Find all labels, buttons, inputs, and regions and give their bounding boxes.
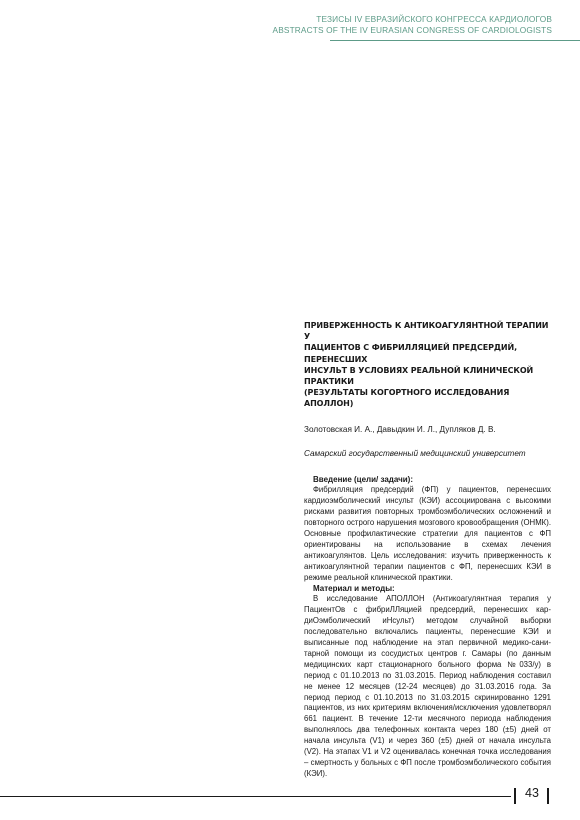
intro-paragraph: Фибрилляция предсердий (ФП) у пациентов, перенесших кардиоэмболический инсульт (КЭИ) ассоциирована с высокими рисками развития повторных тромбоэмболических осложнений и повторного острого нарушения мозгового кровообращения (ОНМК). Основные профилактические стратегии для пациентов с ФП ориентированы на использование в схемах лечения антикоагулянтов. Цель исследования: изучить приверженность к антикоагулянтной терапии пациентов с ФП, перенесших КЭИ в режиме реальной клинической практики. (304, 485, 551, 582)
intro-heading: Введение (цели/ задачи): (313, 474, 414, 484)
page-number: 43 (525, 786, 539, 800)
methods-paragraph: В исследование АПОЛЛОН (Антикоагулянтная терапия у ПациентОв с фибриЛЛяцией предсердий, перенесших кардиОэмболический иНсульт) методом случайной выборки последовательно включались пациенты, перенесшие КЭИ и выписанные под наблюдение на этап первичной медико-санитарной помощи из сосудистых центров г. Самары (по данным медицинских карт стационарного больного форма №033/у) в период с 01.10.2013 по 31.03.2015. Период наблюдения составил не менее 12 месяцев (12-24 месяцев) до 31.03.2016 года. За период период с 01.10.2013 по 31.03.2015 скринированно 1291 пациентов, из них критериям включения/исключения удовлетворял 661 пациент. В течение 12-ти месячного периода наблюдения выполнялось два телефонных контакта через 180 (±5) дней от начала инсульта (V1) и через 360 (±5) дней от начала инсульта (V2). На этапах V1 и V2 оценивалась конечная точка исследования – смертность у больных с ФП после тромбоэмболического события (КЭИ). (304, 594, 551, 778)
affiliation: Самарский государственный медицинский университет (304, 448, 526, 458)
title-line: ПАЦИЕНТОВ С ФИБРИЛЛЯЦИЕЙ ПРЕДСЕРДИЙ, ПЕРЕНЕСШИХ (304, 343, 518, 364)
footer-divider-right (547, 788, 549, 804)
title-line: (РЕЗУЛЬТАТЫ КОГОРТНОГО ИССЛЕДОВАНИЯ АПОЛЛОН) (304, 388, 510, 409)
running-header-russian: ТЕЗИСЫ IV ЕВРАЗИЙСКОГО КОНГРЕССА КАРДИОЛОГОВ (316, 14, 552, 24)
title-line: ПРИВЕРЖЕННОСТЬ К АНТИКОАГУЛЯНТНОЙ ТЕРАПИИ У (304, 321, 549, 342)
running-header (273, 14, 552, 35)
footer-rule (0, 796, 511, 797)
running-header-english: ABSTRACTS OF THE IV EURASIAN CONGRESS OF CARDIOLOGISTS (272, 24, 552, 35)
abstract-article (304, 320, 551, 780)
methods-heading: Материал и методы: (313, 583, 395, 593)
title-line: ИНСУЛЬТ В УСЛОВИЯХ РЕАЛЬНОЙ КЛИНИЧЕСКОЙ ПРАКТИКИ (304, 365, 534, 387)
header-rule (330, 40, 580, 41)
footer-divider-left (514, 788, 516, 804)
authors: Золотовская И. А., Давыдкин И. Л., Дупляков Д. В. (304, 424, 496, 434)
abstract-title (304, 320, 551, 410)
